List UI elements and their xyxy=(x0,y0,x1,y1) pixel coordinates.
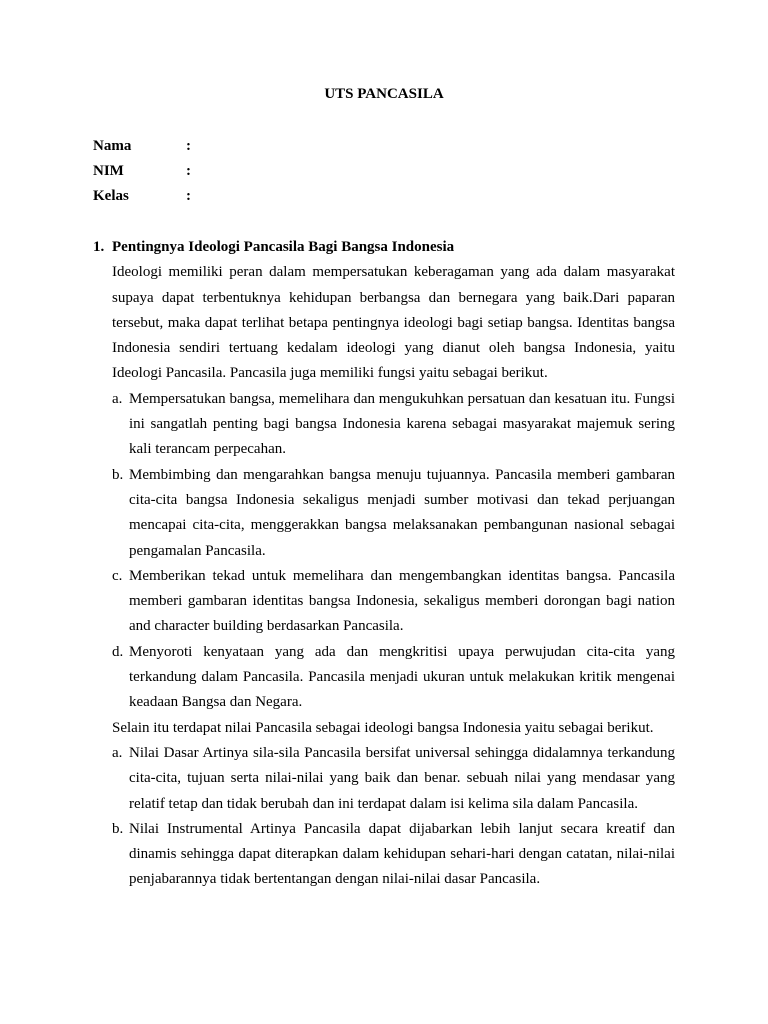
value-item-a xyxy=(93,741,675,817)
values-list xyxy=(93,741,675,893)
list-marker: b. xyxy=(112,466,124,483)
function-item-b xyxy=(93,463,675,564)
document-title: UTS PANCASILA xyxy=(324,86,444,102)
list-marker: a. xyxy=(112,744,123,761)
functions-list xyxy=(93,387,675,716)
list-item-text: Memberikan tekad untuk memelihara dan mengembangkan identitas bangsa. Pancasila memberi gambaran identitas bangsa Indonesia, sekaligus memberi dorongan bagi nation and character building berdasarkan Pancasila. xyxy=(129,567,675,635)
list-marker: b. xyxy=(112,820,124,837)
identity-colon-nim: : xyxy=(186,163,191,179)
function-item-d xyxy=(93,640,675,716)
list-item-text: Nilai Dasar Artinya sila-sila Pancasila bersifat universal sehingga didalamnya terkandung cita-cita, tujuan serta nilai-nilai yang baik dan benar. sebuah nilai yang mendasar yang relatif tetap dan tidak berubah dan ini terdapat dalam isi kelima sila dalam Pancasila. xyxy=(129,744,675,812)
list-item-text: Mempersatukan bangsa, memelihara dan mengukuhkan persatuan dan kesatuan itu. Fungsi ini sangatlah penting bagi bangsa Indonesia karena sebagai masyarakat majemuk sering kali terancam perpecahan. xyxy=(129,390,675,458)
identity-label-nim: NIM xyxy=(93,163,124,179)
function-item-c xyxy=(93,564,675,640)
list-marker: c. xyxy=(112,567,123,584)
identity-row-nim xyxy=(93,159,191,184)
function-item-a xyxy=(93,387,675,463)
section-1 xyxy=(93,235,675,893)
intro-paragraph: Ideologi memiliki peran dalam mempersatukan keberagaman yang ada dalam masyarakat supaya dapat terbentuknya kehidupan berbangsa dan bernegara yang baik.Dari paparan tersebut, maka dapat terlihat betapa pentingnya ideologi bagi setiap bangsa. Identitas bangsa Indonesia sendiri tertuang kedalam ideologi yang dianut oleh bangsa Indonesia, yaitu Ideologi Pancasila. Pancasila juga memiliki fungsi yaitu sebagai berikut. xyxy=(112,264,675,382)
identity-colon-nama: : xyxy=(186,138,191,154)
identity-label-kelas: Kelas xyxy=(93,188,129,204)
identity-row-kelas xyxy=(93,184,191,209)
list-item-text: Membimbing dan mengarahkan bangsa menuju tujuannya. Pancasila memberi gambaran cita-cita bangsa Indonesia sekaligus menjadi sumber motivasi dan tekad perjuangan mencapai cita-cita, menggerakkan bangsa melaksanakan pembangunan nasional sebagai pengamalan Pancasila. xyxy=(129,466,675,559)
list-item-text: Nilai Instrumental Artinya Pancasila dapat dijabarkan lebih lanjut secara kreatif dan dinamis sehingga dapat diterapkan dalam kehidupan sehari-hari dengan catatan, nilai-nilai penjabarannya tidak bertentangan dengan nilai-nilai dasar Pancasila. xyxy=(129,820,675,888)
values-intro-paragraph: Selain itu terdapat nilai Pancasila sebagai ideologi bangsa Indonesia yaitu sebagai berikut. xyxy=(112,719,654,736)
value-item-b xyxy=(93,817,675,893)
list-marker: a. xyxy=(112,390,123,407)
identity-row-nama xyxy=(93,134,191,159)
identity-label-nama: Nama xyxy=(93,138,132,154)
identity-colon-kelas: : xyxy=(186,188,191,204)
list-marker: d. xyxy=(112,643,124,660)
section-heading xyxy=(93,235,675,260)
list-item-text: Menyoroti kenyataan yang ada dan mengkritisi upaya perwujudan cita-cita yang terkandung dalam Pancasila. Pancasila menjadi ukuran untuk melakukan kritik mengenai keadaan Bangsa dan Negara. xyxy=(129,643,675,711)
section-number: 1. xyxy=(93,239,105,255)
section-heading-text: Pentingnya Ideologi Pancasila Bagi Bangsa Indonesia xyxy=(112,239,455,255)
